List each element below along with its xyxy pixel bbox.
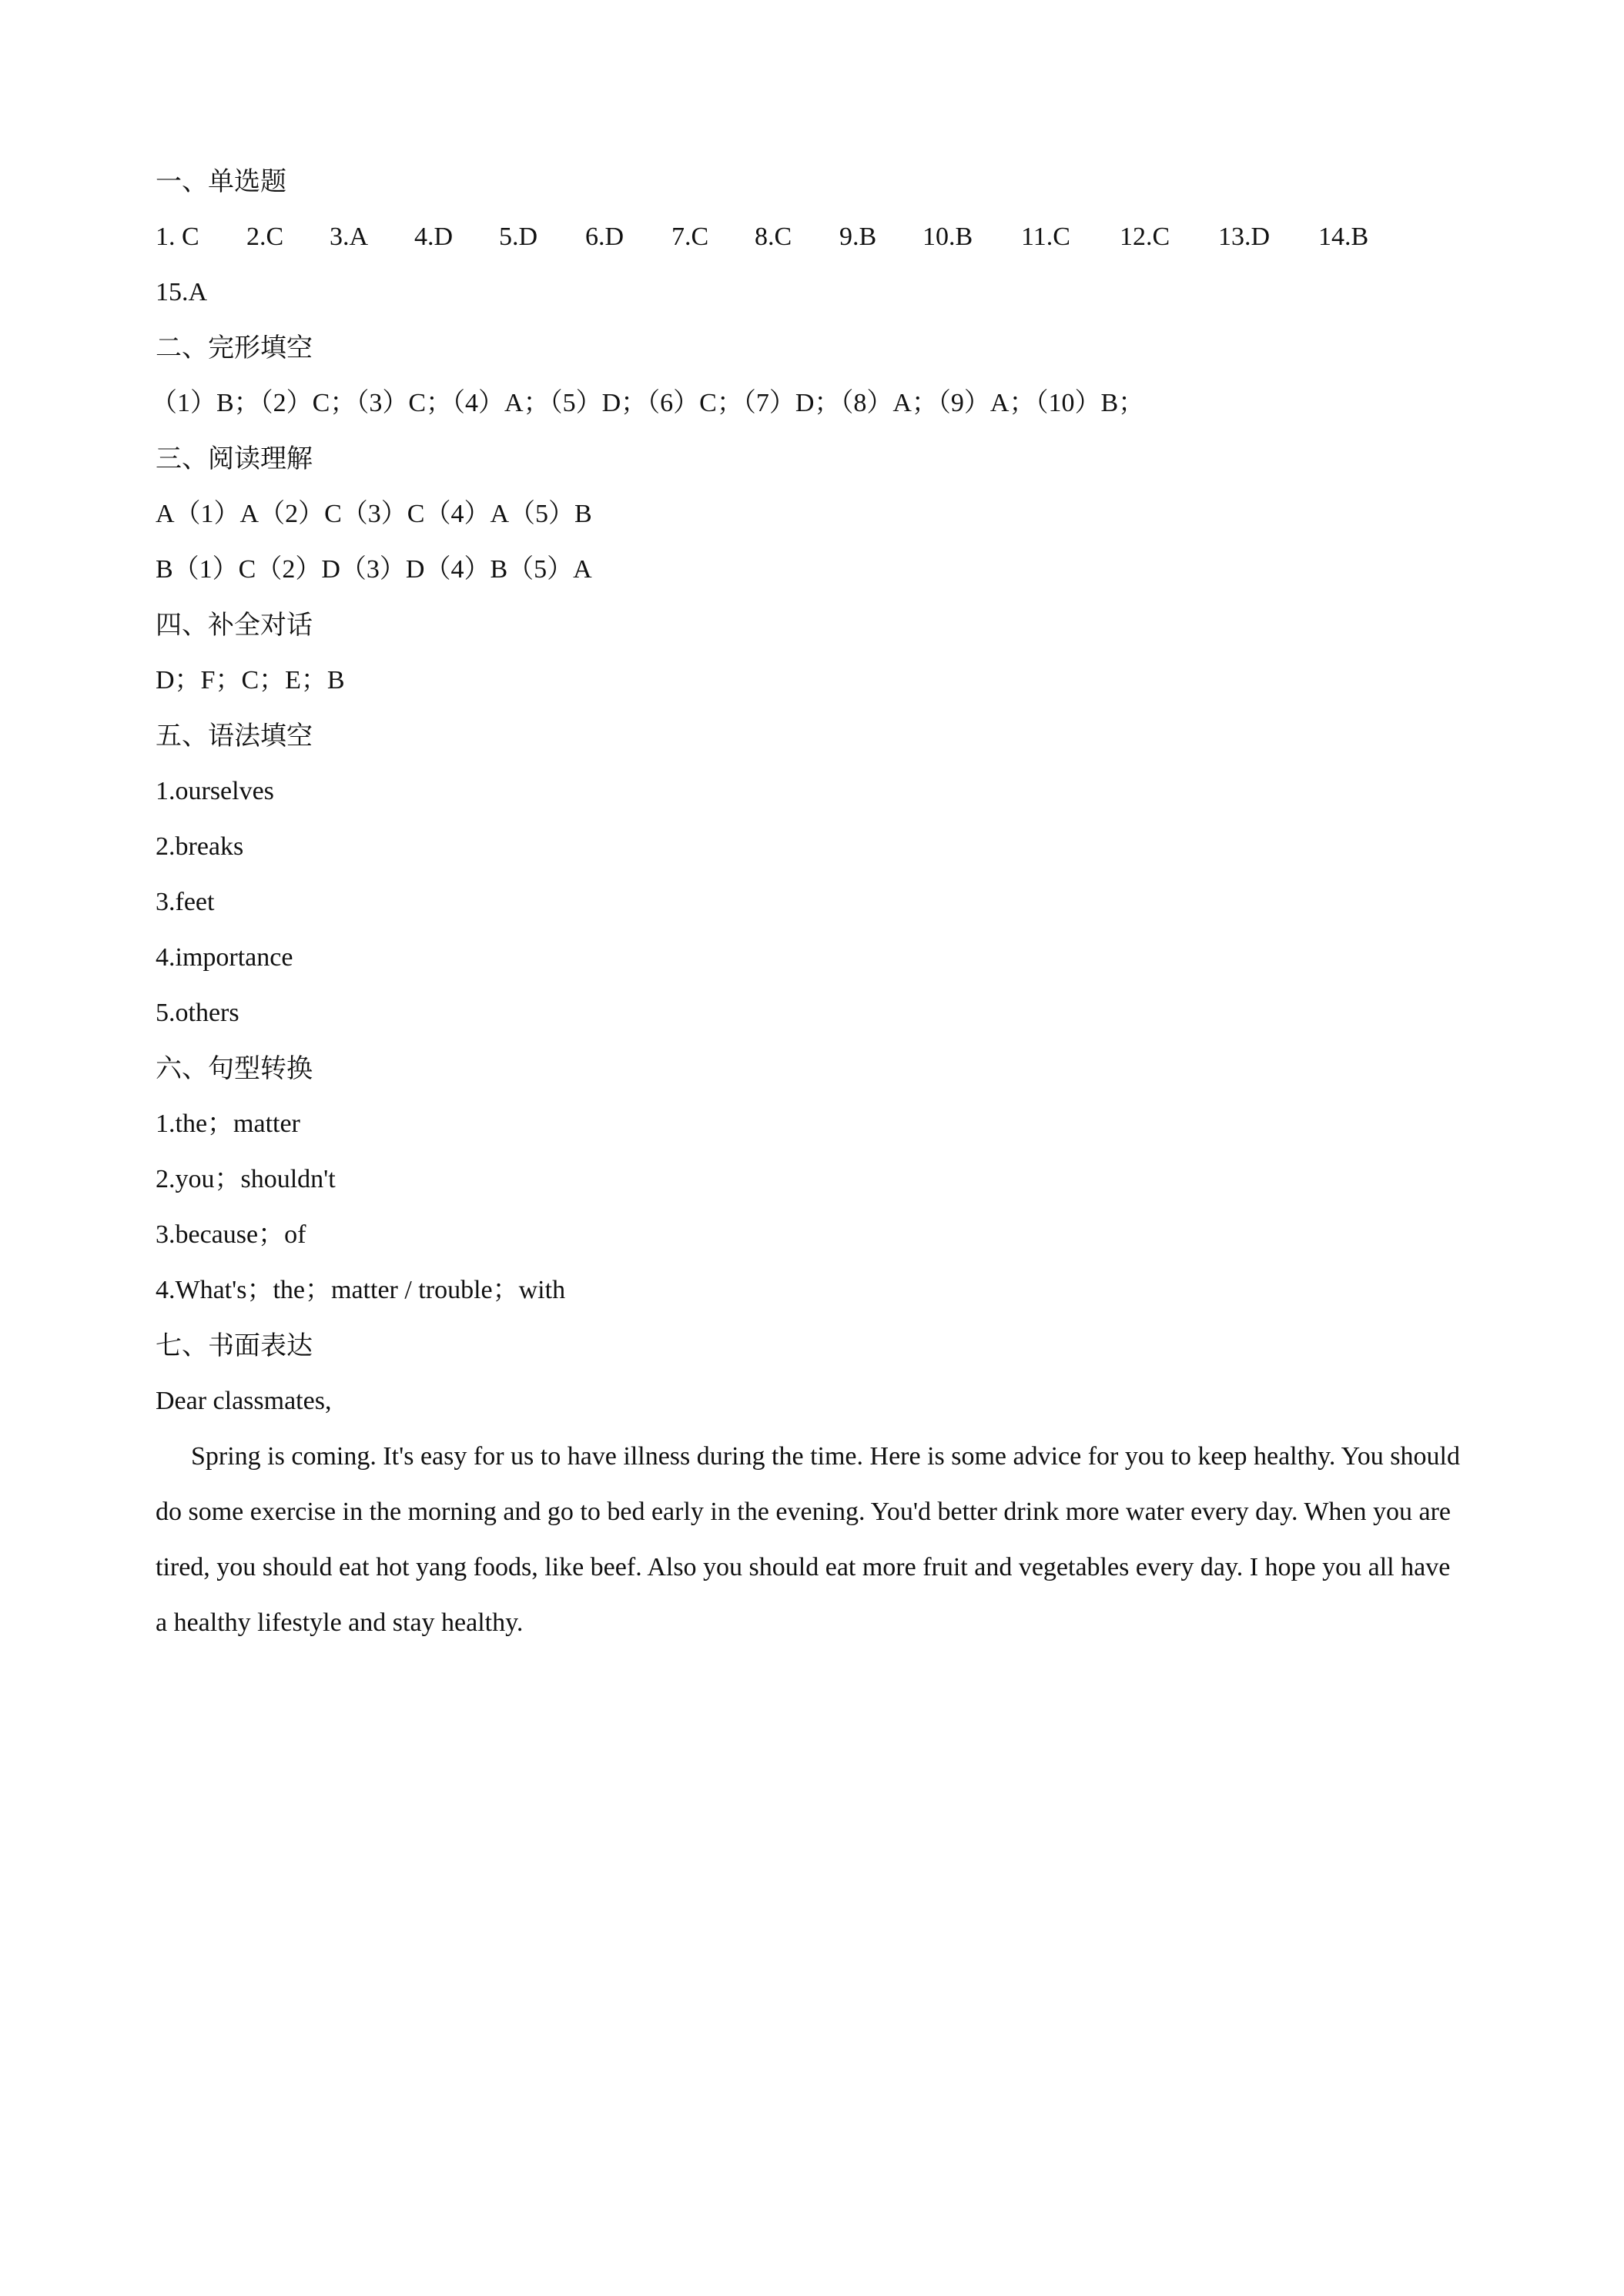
section-6-answer: 1.the；matter bbox=[156, 1110, 300, 1138]
answer-key-page bbox=[151, 162, 1480, 1651]
essay-body: Spring is coming. It's easy for us to have illness during the time. Here is some advice for you to keep healthy. You should do some exercise in the morning and go to bed early in the evening. You'd better drink more water every day. When you are tired, you should eat hot yang foods, like beef. Also you should eat more fruit and vegetables every day. I hope you all have a healthy lifestyle and stay healthy. bbox=[156, 1442, 1460, 1637]
section-6-answer: 2.you；shouldn't bbox=[156, 1165, 336, 1193]
section-3-title: 三、阅读理解 bbox=[156, 443, 313, 474]
section-2-title: 二、完形填空 bbox=[156, 333, 313, 363]
section-5-answer: 3.feet bbox=[156, 888, 215, 916]
mcq-answer: 1. C bbox=[156, 223, 199, 251]
section-5-answer: 1.ourselves bbox=[156, 777, 274, 805]
mcq-answer: 9.B bbox=[839, 223, 877, 251]
essay-body-block bbox=[156, 1429, 1465, 1651]
essay-greeting: Dear classmates, bbox=[156, 1387, 332, 1415]
mcq-answer: 10.B bbox=[922, 223, 973, 251]
section-4-title: 四、补全对话 bbox=[156, 610, 313, 641]
section-5-answer: 5.others bbox=[156, 999, 239, 1027]
section-1-title: 一、单选题 bbox=[156, 166, 286, 197]
mcq-answer: 12.C bbox=[1120, 223, 1170, 251]
section-4-answers: D；F；C；E；B bbox=[156, 666, 345, 694]
mcq-answer: 14.B bbox=[1318, 223, 1369, 251]
section-1-answers-row-2: 15.A bbox=[156, 278, 208, 306]
mcq-answer: 13.D bbox=[1218, 223, 1271, 251]
section-2-answers: （1）B；（2）C；（3）C；（4）A；（5）D；（6）C；（7）D；（8）A；（9）A；（10）B； bbox=[151, 389, 1145, 417]
section-1-answers-row-1 bbox=[156, 217, 1480, 273]
mcq-answer: 8.C bbox=[755, 223, 792, 251]
section-5-title: 五、语法填空 bbox=[156, 721, 313, 751]
section-6-answer: 4.What's；the；matter / trouble；with bbox=[156, 1276, 566, 1304]
section-7-title: 七、书面表达 bbox=[156, 1330, 313, 1361]
mcq-answer: 7.C bbox=[671, 223, 709, 251]
section-6-title: 六、句型转换 bbox=[156, 1053, 313, 1084]
section-6-answer: 3.because；of bbox=[156, 1220, 306, 1249]
mcq-answer: 3.A bbox=[330, 223, 369, 251]
mcq-answer: 6.D bbox=[585, 223, 624, 251]
section-3-passage-b: B（1）C（2）D（3）D（4）B（5）A bbox=[156, 555, 592, 584]
mcq-answer: 2.C bbox=[246, 223, 284, 251]
mcq-answer: 5.D bbox=[499, 223, 538, 251]
section-3-passage-a: A（1）A（2）C（3）C（4）A（5）B bbox=[156, 500, 592, 528]
mcq-answer: 4.D bbox=[414, 223, 454, 251]
section-5-answer: 2.breaks bbox=[156, 832, 244, 861]
mcq-answer: 11.C bbox=[1021, 223, 1070, 251]
section-5-answer: 4.importance bbox=[156, 943, 293, 972]
